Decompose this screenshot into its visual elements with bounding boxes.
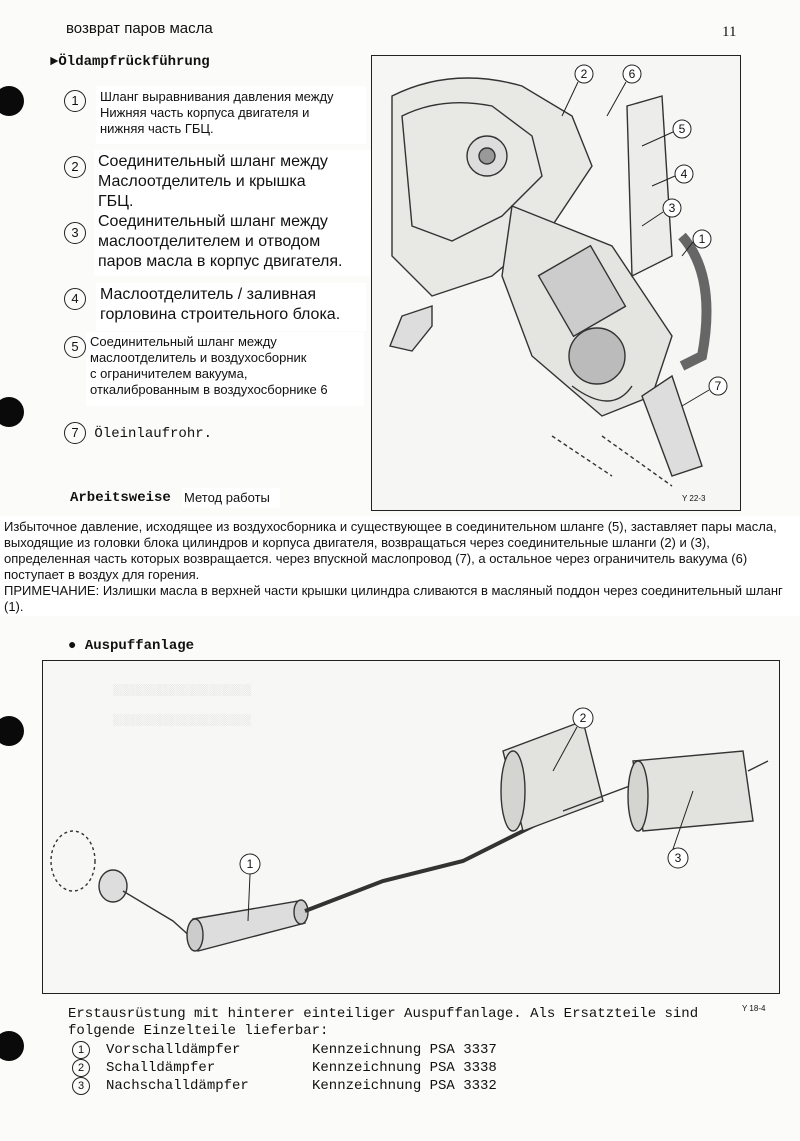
callout-2	[562, 65, 593, 116]
item-number-badge: 2	[64, 156, 86, 178]
binder-hole	[0, 86, 24, 116]
svg-text:3: 3	[668, 201, 676, 215]
parts-list-item: 1 Vorschalldämpfer Kennzeichnung PSA 3337	[72, 1041, 497, 1059]
exhaust-illustration	[43, 661, 779, 993]
svg-text:2: 2	[579, 711, 587, 725]
explanation-note: ПРИМЕЧАНИЕ: Излишки масла в верхней части крышки цилиндра сливаются в масляный поддон через соединительный шланг (1).	[4, 583, 783, 614]
exhaust-footer-text: Erstausrüstung mit hinterer einteiliger Auspuffanlage. Als Ersatzteile sind folgende Einzelteile lieferbar:	[68, 1006, 699, 1039]
parts-list-item: 3 Nachschalldämpfer Kennzeichnung PSA 3332	[72, 1077, 497, 1095]
item-text: Маслоотделитель / заливная горловина строительного блока.	[96, 283, 366, 331]
engine-illustration	[372, 56, 740, 510]
item-text: Соединительный шланг между маслоотделителем и отводом паров масла в корпус двигателя.	[94, 210, 370, 276]
item-text: Соединительный шланг между маслоотделитель и воздухосборник с ограничителем вакуума, откалиброванным в воздухосборнике 6	[86, 332, 364, 406]
list-item	[64, 90, 86, 112]
item-text: Öleinlaufrohr.	[94, 426, 213, 442]
explanation-block	[0, 516, 800, 616]
bullet-icon: ●	[68, 638, 77, 654]
arbeitsweise-translation: Метод работы	[182, 488, 280, 508]
svg-text:3: 3	[674, 851, 682, 865]
binder-hole	[0, 716, 24, 746]
svg-text:5: 5	[678, 122, 686, 136]
item-number-badge: 3	[64, 222, 86, 244]
bleed-through-text: ░░░░░░░░░░░░░░░░░░░░░	[113, 685, 252, 697]
svg-text:6: 6	[628, 67, 636, 81]
list-item	[64, 222, 86, 244]
svg-text:1: 1	[246, 857, 254, 871]
item-number-badge: 1	[64, 90, 86, 112]
item-number-badge: 4	[64, 288, 86, 310]
list-item	[64, 422, 212, 444]
section-heading-oil-vapour: ►Öldampfrückführung	[50, 54, 210, 70]
svg-text:4: 4	[680, 167, 688, 181]
section-heading-exhaust: ● Auspuffanlage	[68, 638, 195, 654]
page-number: 11	[722, 24, 737, 40]
parts-list	[72, 1041, 497, 1095]
list-item	[64, 288, 86, 310]
item-number-badge: 5	[64, 336, 86, 358]
list-item	[64, 156, 86, 178]
bleed-through-text: ░░░░░░░░░░░░░░░░░░░░░	[113, 715, 252, 727]
binder-hole	[0, 397, 24, 427]
svg-text:2: 2	[580, 67, 588, 81]
item-text: Соединительный шланг между Маслоотделитель и крышка ГБЦ.	[94, 150, 372, 212]
arbeitsweise-heading: Arbeitsweise	[70, 490, 171, 506]
svg-text:1: 1	[698, 232, 706, 246]
arrow-icon: ►	[50, 54, 59, 70]
diagram-reference: Y 18-4	[742, 1004, 766, 1013]
svg-text:7: 7	[714, 379, 722, 393]
item-text: Шланг выравнивания давления между Нижняя часть корпуса двигателя и нижняя часть ГБЦ.	[96, 86, 366, 144]
callout-7	[682, 377, 727, 406]
translation-title: возврат паров масла	[66, 20, 213, 37]
item-number-badge: 7	[64, 422, 86, 444]
engine-cross-section-diagram	[371, 55, 741, 511]
exhaust-system-diagram	[42, 660, 780, 994]
parts-list-item: 2 Schalldämpfer Kennzeichnung PSA 3338	[72, 1059, 497, 1077]
diagram-reference: Y 22-3	[682, 494, 706, 503]
list-item	[64, 336, 86, 358]
explanation-paragraph: Избыточное давление, исходящее из воздухосборника и существующее в соединительном шланге (5), заставляет пары масла, выходящие из головки блока цилиндров и корпуса двигателя, возвращаться через соединительные шланги (2) и (3), определенная часть которых возвращается. через впускной маслопровод (7), а остальное через ограничитель вакуума (6) поступает в воздух для горения.	[4, 519, 777, 582]
binder-hole	[0, 1031, 24, 1061]
